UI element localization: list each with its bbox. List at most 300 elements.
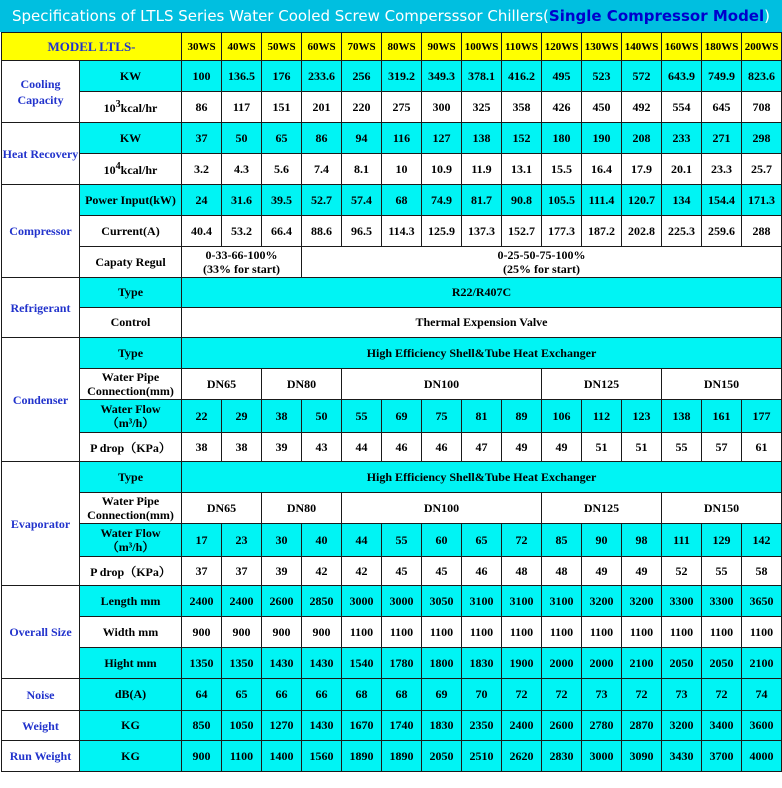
row-label-pre: 10 bbox=[103, 100, 116, 115]
model-header: 70WS bbox=[342, 33, 382, 61]
value-cell: 44 bbox=[342, 433, 382, 462]
row-label-line2: （m³/h） bbox=[106, 416, 155, 430]
value-cell: 3.2 bbox=[182, 154, 222, 185]
table-row bbox=[2, 711, 782, 741]
value-cell: 69 bbox=[382, 400, 422, 433]
value-cell: 1100 bbox=[422, 617, 462, 648]
value-cell: 64 bbox=[182, 679, 222, 711]
value-cell: 90.8 bbox=[502, 185, 542, 216]
value-cell: 45 bbox=[382, 557, 422, 586]
value-cell: 2780 bbox=[582, 711, 622, 741]
value-cell: 749.9 bbox=[702, 61, 742, 92]
row-label: KW bbox=[80, 123, 182, 154]
value-cell: 2100 bbox=[622, 648, 662, 679]
value-cell: 48 bbox=[542, 557, 582, 586]
table-row bbox=[2, 433, 782, 462]
pipe-size-cell: DN100 bbox=[342, 493, 542, 524]
value-cell: 142 bbox=[742, 524, 782, 557]
value-cell: 10 bbox=[382, 154, 422, 185]
value-cell: 2050 bbox=[702, 648, 742, 679]
model-header: 50WS bbox=[262, 33, 302, 61]
value-cell: 81.7 bbox=[462, 185, 502, 216]
value-cell: 42 bbox=[302, 557, 342, 586]
value-cell: 37 bbox=[182, 557, 222, 586]
value-cell: 24 bbox=[182, 185, 222, 216]
value-cell: 1430 bbox=[302, 648, 342, 679]
section-label: Run Weight bbox=[2, 741, 80, 772]
value-cell: 1890 bbox=[342, 741, 382, 772]
capacity-regulation-cell bbox=[182, 247, 302, 278]
row-label-post: kcal/hr bbox=[120, 162, 158, 177]
value-cell: 46 bbox=[422, 433, 462, 462]
value-cell: 69 bbox=[422, 679, 462, 711]
model-header: 110WS bbox=[502, 33, 542, 61]
value-cell: 3000 bbox=[582, 741, 622, 772]
pipe-size-cell: DN125 bbox=[542, 493, 662, 524]
value-cell: 47 bbox=[462, 433, 502, 462]
value-cell: 10.9 bbox=[422, 154, 462, 185]
value-cell: 3700 bbox=[702, 741, 742, 772]
value-cell: 31.6 bbox=[222, 185, 262, 216]
value-cell: 23.3 bbox=[702, 154, 742, 185]
value-cell: 2000 bbox=[542, 648, 582, 679]
row-label: Water Pipe Connection(mm) bbox=[80, 369, 182, 400]
value-cell: 112 bbox=[582, 400, 622, 433]
value-cell: 17.9 bbox=[622, 154, 662, 185]
value-cell: 180 bbox=[542, 123, 582, 154]
value-cell: 46 bbox=[382, 433, 422, 462]
page-title bbox=[0, 0, 782, 32]
value-cell: 3050 bbox=[422, 586, 462, 617]
table-row bbox=[2, 493, 782, 524]
value-cell: 49 bbox=[582, 557, 622, 586]
value-cell: 378.1 bbox=[462, 61, 502, 92]
value-cell: 1100 bbox=[342, 617, 382, 648]
model-header: 120WS bbox=[542, 33, 582, 61]
value-cell: 74.9 bbox=[422, 185, 462, 216]
value-cell: 5.6 bbox=[262, 154, 302, 185]
row-label-line1: Water Flow bbox=[100, 402, 161, 416]
merged-value-cell: High Efficiency Shell&Tube Heat Exchanger bbox=[182, 462, 782, 493]
value-cell: 256 bbox=[342, 61, 382, 92]
value-cell: 13.1 bbox=[502, 154, 542, 185]
value-cell: 105.5 bbox=[542, 185, 582, 216]
value-cell: 20.1 bbox=[662, 154, 702, 185]
merged-value-cell: R22/R407C bbox=[182, 278, 782, 308]
value-cell: 233.6 bbox=[302, 61, 342, 92]
value-cell: 120.7 bbox=[622, 185, 662, 216]
value-cell: 1540 bbox=[342, 648, 382, 679]
value-cell: 450 bbox=[582, 92, 622, 123]
value-cell: 136.5 bbox=[222, 61, 262, 92]
row-label-sup: 3 bbox=[115, 98, 121, 110]
value-cell: 2400 bbox=[222, 586, 262, 617]
section-label: Refrigerant bbox=[2, 278, 80, 338]
value-cell: 4.3 bbox=[222, 154, 262, 185]
value-cell: 2400 bbox=[182, 586, 222, 617]
value-cell: 2830 bbox=[542, 741, 582, 772]
value-cell: 55 bbox=[702, 557, 742, 586]
value-cell: 88.6 bbox=[302, 216, 342, 247]
pipe-size-cell: DN65 bbox=[182, 369, 262, 400]
row-label: dB(A) bbox=[80, 679, 182, 711]
value-cell: 49 bbox=[542, 433, 582, 462]
value-cell: 3300 bbox=[662, 586, 702, 617]
value-cell: 8.1 bbox=[342, 154, 382, 185]
value-cell: 127 bbox=[422, 123, 462, 154]
table-row bbox=[2, 369, 782, 400]
row-label: Type bbox=[80, 338, 182, 369]
value-cell: 61 bbox=[742, 433, 782, 462]
value-cell: 138 bbox=[462, 123, 502, 154]
capacity-regulation-line2: (25% for start) bbox=[502, 262, 581, 276]
value-cell: 572 bbox=[622, 61, 662, 92]
value-cell: 38 bbox=[182, 433, 222, 462]
value-cell: 426 bbox=[542, 92, 582, 123]
value-cell: 68 bbox=[342, 679, 382, 711]
value-cell: 72 bbox=[542, 679, 582, 711]
value-cell: 271 bbox=[702, 123, 742, 154]
value-cell: 259.6 bbox=[702, 216, 742, 247]
value-cell: 137.3 bbox=[462, 216, 502, 247]
value-cell: 96.5 bbox=[342, 216, 382, 247]
value-cell: 154.4 bbox=[702, 185, 742, 216]
value-cell: 1350 bbox=[182, 648, 222, 679]
value-cell: 38 bbox=[222, 433, 262, 462]
value-cell: 2350 bbox=[462, 711, 502, 741]
value-cell: 65 bbox=[222, 679, 262, 711]
value-cell: 37 bbox=[182, 123, 222, 154]
table-row bbox=[2, 247, 782, 278]
value-cell: 298 bbox=[742, 123, 782, 154]
value-cell: 187.2 bbox=[582, 216, 622, 247]
value-cell: 40.4 bbox=[182, 216, 222, 247]
row-label bbox=[80, 400, 182, 433]
value-cell: 643.9 bbox=[662, 61, 702, 92]
value-cell: 50 bbox=[222, 123, 262, 154]
row-label: Water Pipe Connection(mm) bbox=[80, 493, 182, 524]
value-cell: 3000 bbox=[342, 586, 382, 617]
value-cell: 1100 bbox=[502, 617, 542, 648]
row-label bbox=[80, 92, 182, 123]
value-cell: 1100 bbox=[582, 617, 622, 648]
value-cell: 90 bbox=[582, 524, 622, 557]
value-cell: 645 bbox=[702, 92, 742, 123]
value-cell: 900 bbox=[182, 741, 222, 772]
value-cell: 66.4 bbox=[262, 216, 302, 247]
value-cell: 554 bbox=[662, 92, 702, 123]
table-row bbox=[2, 586, 782, 617]
table-row bbox=[2, 278, 782, 308]
value-cell: 2600 bbox=[542, 711, 582, 741]
value-cell: 152 bbox=[502, 123, 542, 154]
section-label: Weight bbox=[2, 711, 80, 741]
table-row bbox=[2, 679, 782, 711]
value-cell: 1100 bbox=[382, 617, 422, 648]
value-cell: 3200 bbox=[622, 586, 662, 617]
table-row bbox=[2, 557, 782, 586]
value-cell: 117 bbox=[222, 92, 262, 123]
value-cell: 66 bbox=[302, 679, 342, 711]
value-cell: 850 bbox=[182, 711, 222, 741]
value-cell: 1430 bbox=[302, 711, 342, 741]
value-cell: 39.5 bbox=[262, 185, 302, 216]
value-cell: 49 bbox=[502, 433, 542, 462]
value-cell: 900 bbox=[302, 617, 342, 648]
value-cell: 30 bbox=[262, 524, 302, 557]
value-cell: 42 bbox=[342, 557, 382, 586]
row-label-post: kcal/hr bbox=[120, 100, 158, 115]
value-cell: 3200 bbox=[582, 586, 622, 617]
value-cell: 81 bbox=[462, 400, 502, 433]
value-cell: 66 bbox=[262, 679, 302, 711]
model-header: 80WS bbox=[382, 33, 422, 61]
value-cell: 2000 bbox=[582, 648, 622, 679]
value-cell: 1800 bbox=[422, 648, 462, 679]
capacity-regulation-cell bbox=[302, 247, 782, 278]
value-cell: 288 bbox=[742, 216, 782, 247]
value-cell: 52.7 bbox=[302, 185, 342, 216]
value-cell: 225.3 bbox=[662, 216, 702, 247]
value-cell: 7.4 bbox=[302, 154, 342, 185]
value-cell: 15.5 bbox=[542, 154, 582, 185]
section-label: Compressor bbox=[2, 185, 80, 278]
table-row bbox=[2, 524, 782, 557]
value-cell: 1890 bbox=[382, 741, 422, 772]
merged-value-cell: High Efficiency Shell&Tube Heat Exchanger bbox=[182, 338, 782, 369]
row-label: P drop（KPa） bbox=[80, 557, 182, 586]
value-cell: 65 bbox=[262, 123, 302, 154]
table-row bbox=[2, 92, 782, 123]
value-cell: 1100 bbox=[222, 741, 262, 772]
value-cell: 39 bbox=[262, 557, 302, 586]
value-cell: 3400 bbox=[702, 711, 742, 741]
value-cell: 25.7 bbox=[742, 154, 782, 185]
value-cell: 177.3 bbox=[542, 216, 582, 247]
value-cell: 40 bbox=[302, 524, 342, 557]
model-header-label: MODEL LTLS- bbox=[2, 33, 182, 61]
row-label: Width mm bbox=[80, 617, 182, 648]
value-cell: 1740 bbox=[382, 711, 422, 741]
row-label: Control bbox=[80, 308, 182, 338]
row-label: Hight mm bbox=[80, 648, 182, 679]
value-cell: 46 bbox=[462, 557, 502, 586]
row-label-line1: Water Flow bbox=[100, 526, 161, 540]
value-cell: 1560 bbox=[302, 741, 342, 772]
row-label-pre: 10 bbox=[103, 162, 116, 177]
model-header: 100WS bbox=[462, 33, 502, 61]
table-row bbox=[2, 123, 782, 154]
value-cell: 98 bbox=[622, 524, 662, 557]
value-cell: 176 bbox=[262, 61, 302, 92]
value-cell: 3200 bbox=[662, 711, 702, 741]
value-cell: 3090 bbox=[622, 741, 662, 772]
section-label: Overall Size bbox=[2, 586, 80, 679]
value-cell: 73 bbox=[582, 679, 622, 711]
value-cell: 1100 bbox=[622, 617, 662, 648]
section-label: Evaporator bbox=[2, 462, 80, 586]
value-cell: 2600 bbox=[262, 586, 302, 617]
value-cell: 2400 bbox=[502, 711, 542, 741]
model-header: 160WS bbox=[662, 33, 702, 61]
pipe-size-cell: DN150 bbox=[662, 369, 782, 400]
title-highlight: Single Compressor Model bbox=[548, 7, 765, 25]
model-header: 180WS bbox=[702, 33, 742, 61]
value-cell: 1350 bbox=[222, 648, 262, 679]
row-label: KG bbox=[80, 711, 182, 741]
value-cell: 233 bbox=[662, 123, 702, 154]
value-cell: 123 bbox=[622, 400, 662, 433]
value-cell: 1830 bbox=[422, 711, 462, 741]
value-cell: 2850 bbox=[302, 586, 342, 617]
value-cell: 4000 bbox=[742, 741, 782, 772]
value-cell: 68 bbox=[382, 185, 422, 216]
value-cell: 161 bbox=[702, 400, 742, 433]
table-row bbox=[2, 462, 782, 493]
value-cell: 51 bbox=[582, 433, 622, 462]
value-cell: 85 bbox=[542, 524, 582, 557]
value-cell: 11.9 bbox=[462, 154, 502, 185]
model-header: 60WS bbox=[302, 33, 342, 61]
model-header: 40WS bbox=[222, 33, 262, 61]
value-cell: 60 bbox=[422, 524, 462, 557]
table-row bbox=[2, 400, 782, 433]
value-cell: 72 bbox=[502, 524, 542, 557]
value-cell: 43 bbox=[302, 433, 342, 462]
value-cell: 22 bbox=[182, 400, 222, 433]
pipe-size-cell: DN80 bbox=[262, 493, 342, 524]
value-cell: 3650 bbox=[742, 586, 782, 617]
value-cell: 53.2 bbox=[222, 216, 262, 247]
value-cell: 220 bbox=[342, 92, 382, 123]
value-cell: 86 bbox=[302, 123, 342, 154]
value-cell: 57 bbox=[702, 433, 742, 462]
value-cell: 900 bbox=[262, 617, 302, 648]
model-header: 30WS bbox=[182, 33, 222, 61]
value-cell: 51 bbox=[622, 433, 662, 462]
value-cell: 45 bbox=[422, 557, 462, 586]
value-cell: 3100 bbox=[542, 586, 582, 617]
capacity-regulation-line2: (33% for start) bbox=[202, 262, 281, 276]
row-label: Type bbox=[80, 278, 182, 308]
value-cell: 201 bbox=[302, 92, 342, 123]
value-cell: 416.2 bbox=[502, 61, 542, 92]
table-row bbox=[2, 308, 782, 338]
value-cell: 492 bbox=[622, 92, 662, 123]
row-label: Capaty Regul bbox=[80, 247, 182, 278]
value-cell: 1100 bbox=[702, 617, 742, 648]
value-cell: 72 bbox=[702, 679, 742, 711]
value-cell: 1050 bbox=[222, 711, 262, 741]
spec-table bbox=[1, 32, 782, 772]
table-row bbox=[2, 741, 782, 772]
value-cell: 58 bbox=[742, 557, 782, 586]
value-cell: 358 bbox=[502, 92, 542, 123]
model-header: 130WS bbox=[582, 33, 622, 61]
value-cell: 3100 bbox=[462, 586, 502, 617]
value-cell: 55 bbox=[342, 400, 382, 433]
value-cell: 100 bbox=[182, 61, 222, 92]
title-suffix: ) bbox=[764, 7, 770, 25]
section-label: Noise bbox=[2, 679, 80, 711]
value-cell: 111 bbox=[662, 524, 702, 557]
value-cell: 17 bbox=[182, 524, 222, 557]
value-cell: 3100 bbox=[502, 586, 542, 617]
pipe-size-cell: DN65 bbox=[182, 493, 262, 524]
value-cell: 3000 bbox=[382, 586, 422, 617]
value-cell: 138 bbox=[662, 400, 702, 433]
value-cell: 65 bbox=[462, 524, 502, 557]
value-cell: 106 bbox=[542, 400, 582, 433]
value-cell: 94 bbox=[342, 123, 382, 154]
value-cell: 1830 bbox=[462, 648, 502, 679]
row-label: Power Input(kW) bbox=[80, 185, 182, 216]
row-label-line2: （m³/h） bbox=[106, 540, 155, 554]
table-row bbox=[2, 185, 782, 216]
value-cell: 73 bbox=[662, 679, 702, 711]
pipe-size-cell: DN125 bbox=[542, 369, 662, 400]
table-row bbox=[2, 61, 782, 92]
row-label: KG bbox=[80, 741, 182, 772]
model-header: 140WS bbox=[622, 33, 662, 61]
value-cell: 1100 bbox=[462, 617, 502, 648]
value-cell: 134 bbox=[662, 185, 702, 216]
table-row bbox=[2, 648, 782, 679]
table-row bbox=[2, 216, 782, 247]
value-cell: 49 bbox=[622, 557, 662, 586]
row-label: Type bbox=[80, 462, 182, 493]
value-cell: 68 bbox=[382, 679, 422, 711]
value-cell: 129 bbox=[702, 524, 742, 557]
capacity-regulation-line1: 0-25-50-75-100% bbox=[497, 248, 586, 262]
value-cell: 2100 bbox=[742, 648, 782, 679]
value-cell: 2620 bbox=[502, 741, 542, 772]
value-cell: 1900 bbox=[502, 648, 542, 679]
value-cell: 2050 bbox=[662, 648, 702, 679]
value-cell: 202.8 bbox=[622, 216, 662, 247]
row-label bbox=[80, 154, 182, 185]
value-cell: 151 bbox=[262, 92, 302, 123]
value-cell: 1400 bbox=[262, 741, 302, 772]
section-label: Cooling Capacity bbox=[2, 61, 80, 123]
value-cell: 86 bbox=[182, 92, 222, 123]
value-cell: 190 bbox=[582, 123, 622, 154]
value-cell: 72 bbox=[502, 679, 542, 711]
value-cell: 114.3 bbox=[382, 216, 422, 247]
value-cell: 57.4 bbox=[342, 185, 382, 216]
value-cell: 900 bbox=[222, 617, 262, 648]
value-cell: 48 bbox=[502, 557, 542, 586]
value-cell: 1430 bbox=[262, 648, 302, 679]
value-cell: 39 bbox=[262, 433, 302, 462]
value-cell: 55 bbox=[382, 524, 422, 557]
row-label: P drop（KPa） bbox=[80, 433, 182, 462]
value-cell: 325 bbox=[462, 92, 502, 123]
table-row bbox=[2, 154, 782, 185]
value-cell: 495 bbox=[542, 61, 582, 92]
pipe-size-cell: DN100 bbox=[342, 369, 542, 400]
value-cell: 3300 bbox=[702, 586, 742, 617]
title-prefix: Specifications of LTLS Series Water Cooled Screw Compersssor Chillers( bbox=[12, 7, 549, 25]
value-cell: 111.4 bbox=[582, 185, 622, 216]
value-cell: 23 bbox=[222, 524, 262, 557]
value-cell: 708 bbox=[742, 92, 782, 123]
value-cell: 74 bbox=[742, 679, 782, 711]
value-cell: 44 bbox=[342, 524, 382, 557]
row-label: Current(A) bbox=[80, 216, 182, 247]
value-cell: 89 bbox=[502, 400, 542, 433]
table-row bbox=[2, 338, 782, 369]
